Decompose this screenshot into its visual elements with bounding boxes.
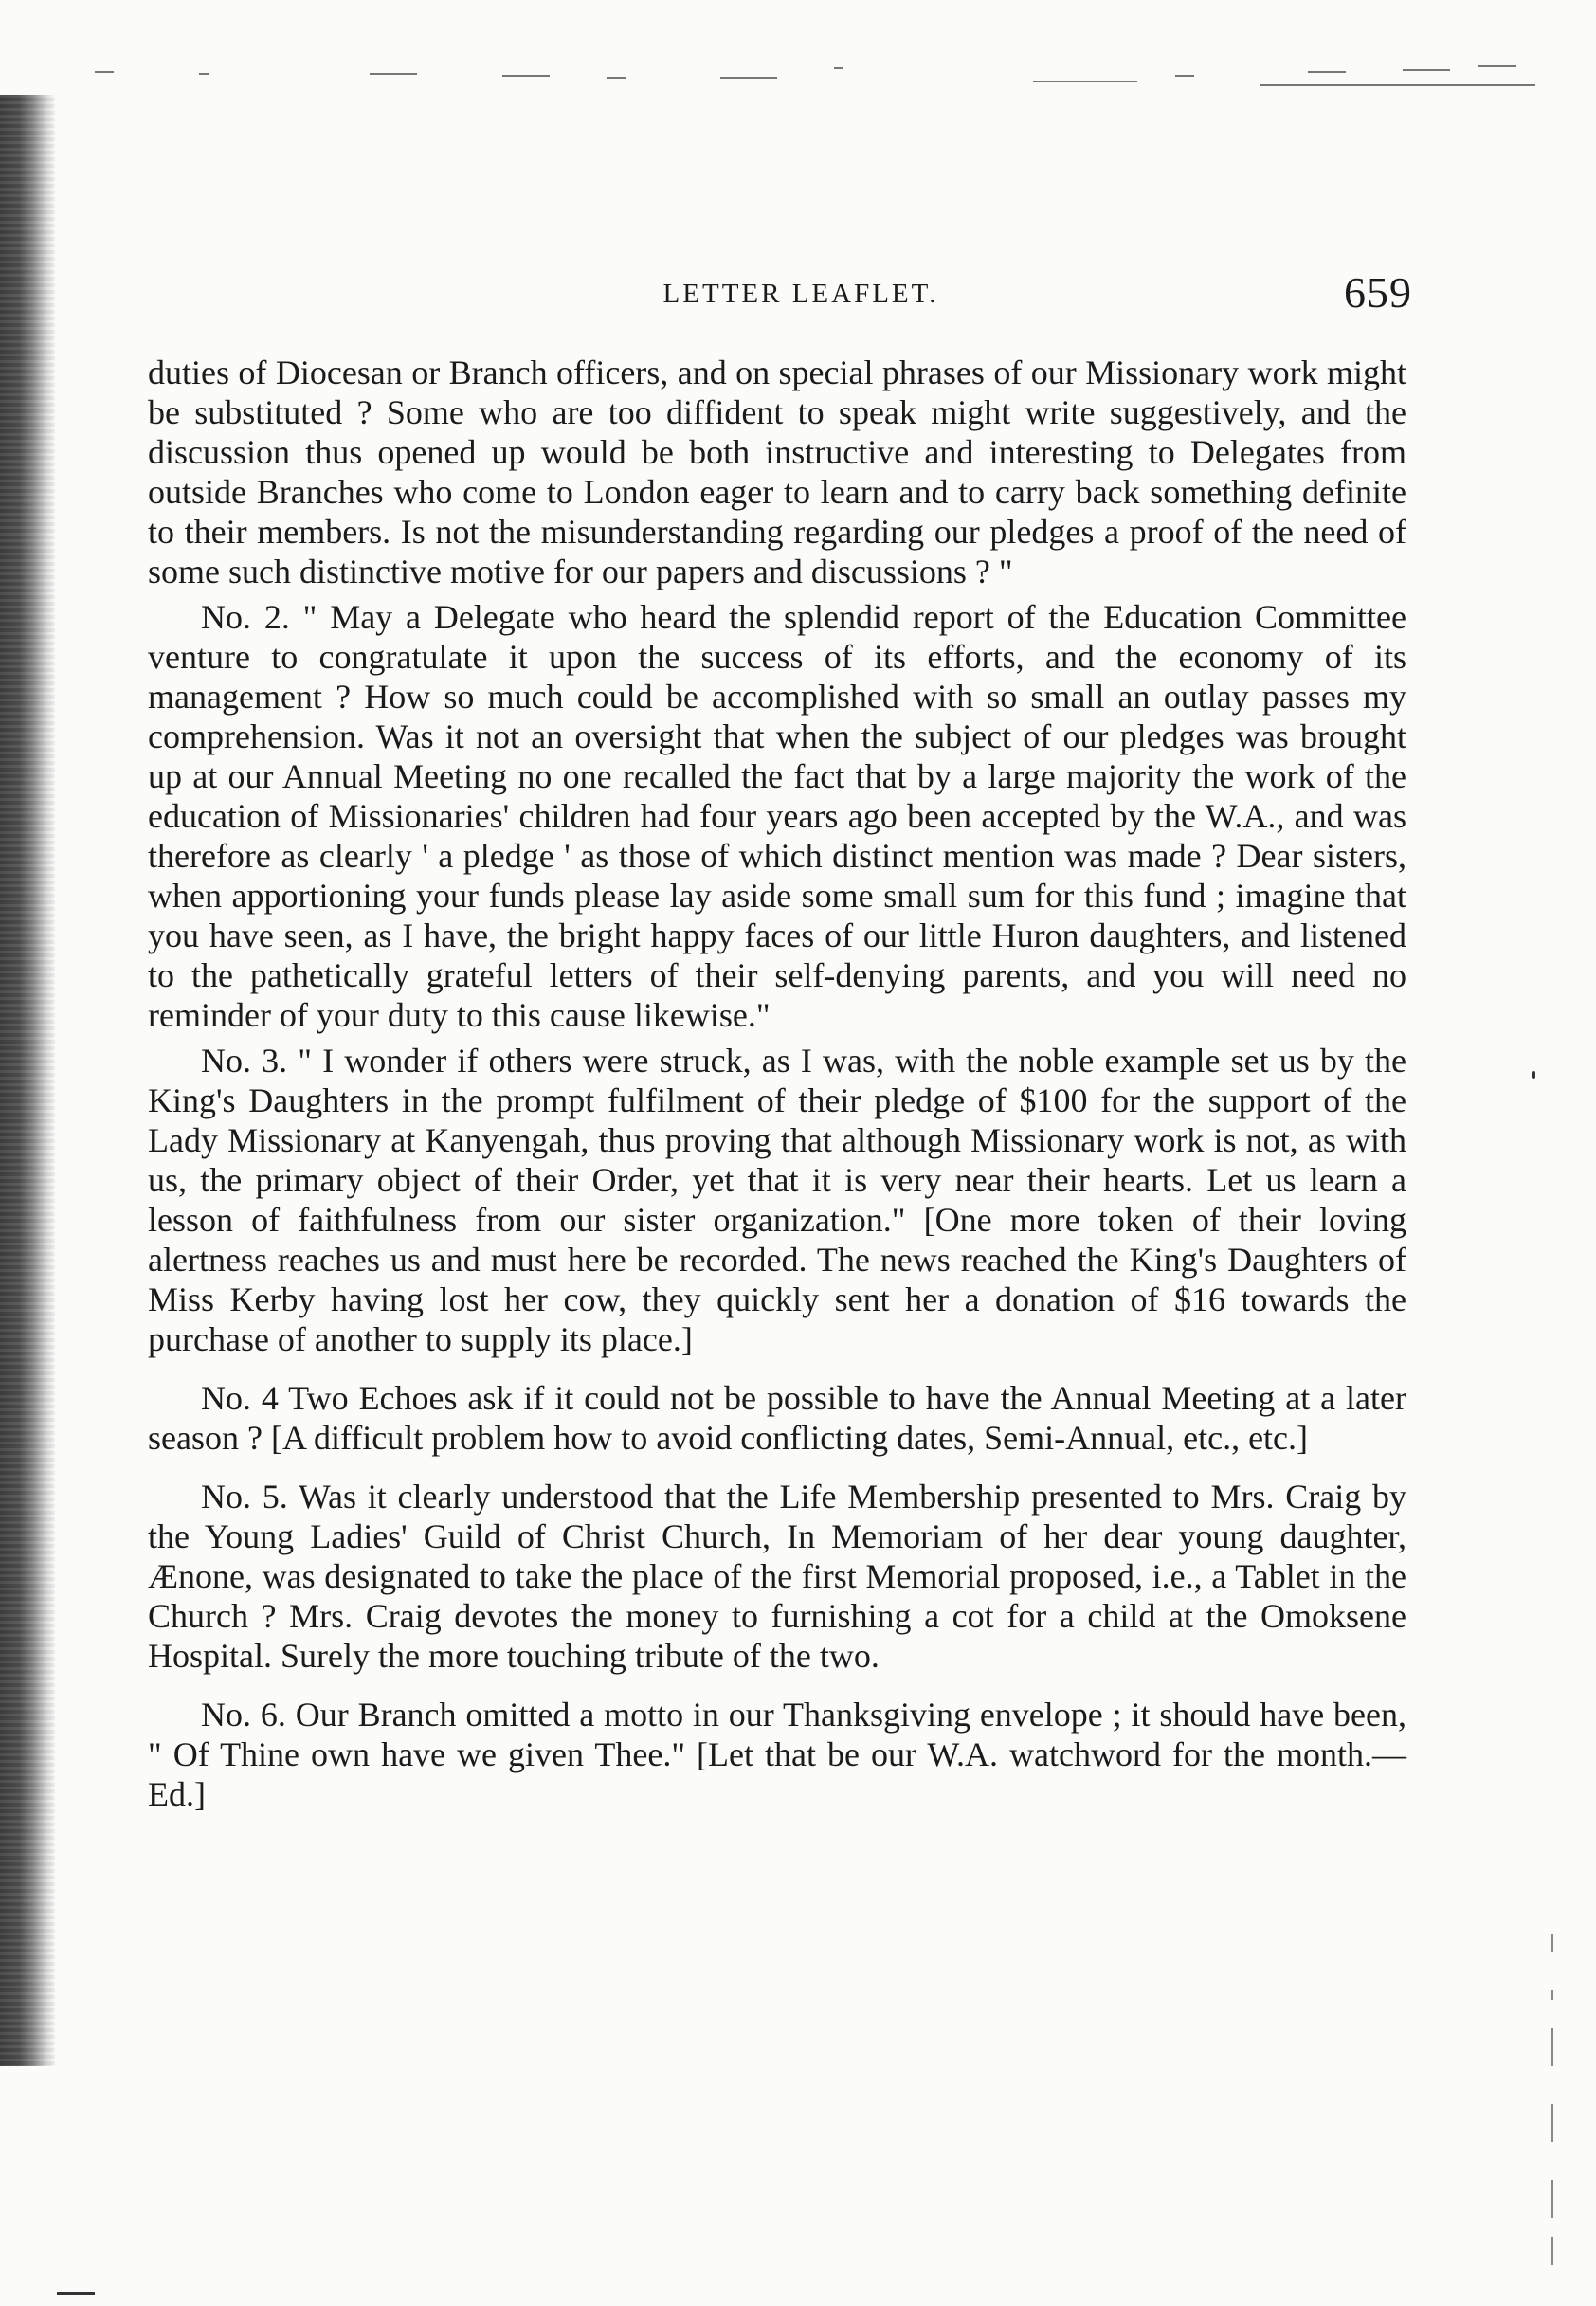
article-body bbox=[148, 353, 1406, 1814]
scan-noise-right bbox=[1539, 1934, 1568, 2275]
paragraph-continuation: duties of Diocesan or Branch officers, and on special phrases of our Missionary work might be substituted ? Some who are too diffident to speak might write suggestively, and the discussion thus opened up would be both instructive and interesting to Delegates from outside Branches who come to London eager to learn and to carry back something definite to their members. Is not the misunderstanding regarding our pledges a proof of the need of some such distinctive motive for our papers and discussions ? " bbox=[148, 354, 1406, 590]
scan-noise-top bbox=[57, 57, 1535, 95]
paragraph-no-4: No. 4 Two Echoes ask if it could not be possible to have the Annual Meeting at a later season ? [A difficult problem how to avoid conflicting dates, Semi-Annual, etc., etc.] bbox=[148, 1379, 1406, 1457]
paragraph-no-2: No. 2. " May a Delegate who heard the splendid report of the Education Committee venture to congratulate it upon the success of its efforts, and the economy of its management ? How so much could be accomplished with so small an outlay passes my comprehension. Was it not an oversight that when the subject of our pledges was brought up at our Annual Meeting no one recalled the fact that by a large majority the work of the education of Missionaries' children had four years ago been accepted by the W.A., and was therefore as clearly ' a pledge ' as those of which distinct mention was made ? Dear sisters, when apportioning your funds please lay aside some small sum for this fund ; imagine that you have seen, as I have, the bright happy faces of our little Huron daughters, and listened to the pathetically grateful letters of their self-denying parents, and you will need no reminder of your duty to this cause likewise." bbox=[148, 598, 1406, 1034]
running-title: LETTER LEAFLET. bbox=[662, 279, 939, 309]
scan-speck bbox=[1532, 1071, 1535, 1079]
paragraph-no-5: No. 5. Was it clearly understood that the Life Membership presented to Mrs. Craig by the Young Ladies' Guild of Christ Church, In Memoriam of her dear young daughter, Ænone, was designated to take the place of the first Memorial proposed, i.e., a Tablet in the Church ? Mrs. Craig devotes the money to furnishing a cot for a child at the Omoksene Hospital. Surely the more touching tribute of the two. bbox=[148, 1478, 1406, 1675]
paragraph-no-6: No. 6. Our Branch omitted a motto in our Thanksgiving envelope ; it should have been, " Of Thine own have we given Thee." [Let that be our W.A. watchword for the month.—Ed.] bbox=[148, 1696, 1406, 1813]
page-number: 659 bbox=[1344, 268, 1412, 317]
page-header bbox=[190, 267, 1412, 324]
scan-mark-bottom bbox=[57, 2292, 95, 2295]
paragraph-no-3: No. 3. " I wonder if others were struck, as I was, with the noble example set us by the King's Daughters in the prompt fulfilment of their pledge of $100 for the support of the Lady Missionary at Kanyengah, thus proving that although Missionary work is not, as with us, the primary object of their Order, yet that it is very near their hearts. Let us learn a lesson of faithfulness from our sister organization." [One more token of their loving alertness reaches us and must here be recorded. The news reached the King's Daughters of Miss Kerby having lost her cow, they quickly sent her a donation of $16 towards the purchase of another to supply its place.] bbox=[148, 1042, 1406, 1358]
scan-binding-edge bbox=[0, 95, 55, 2066]
